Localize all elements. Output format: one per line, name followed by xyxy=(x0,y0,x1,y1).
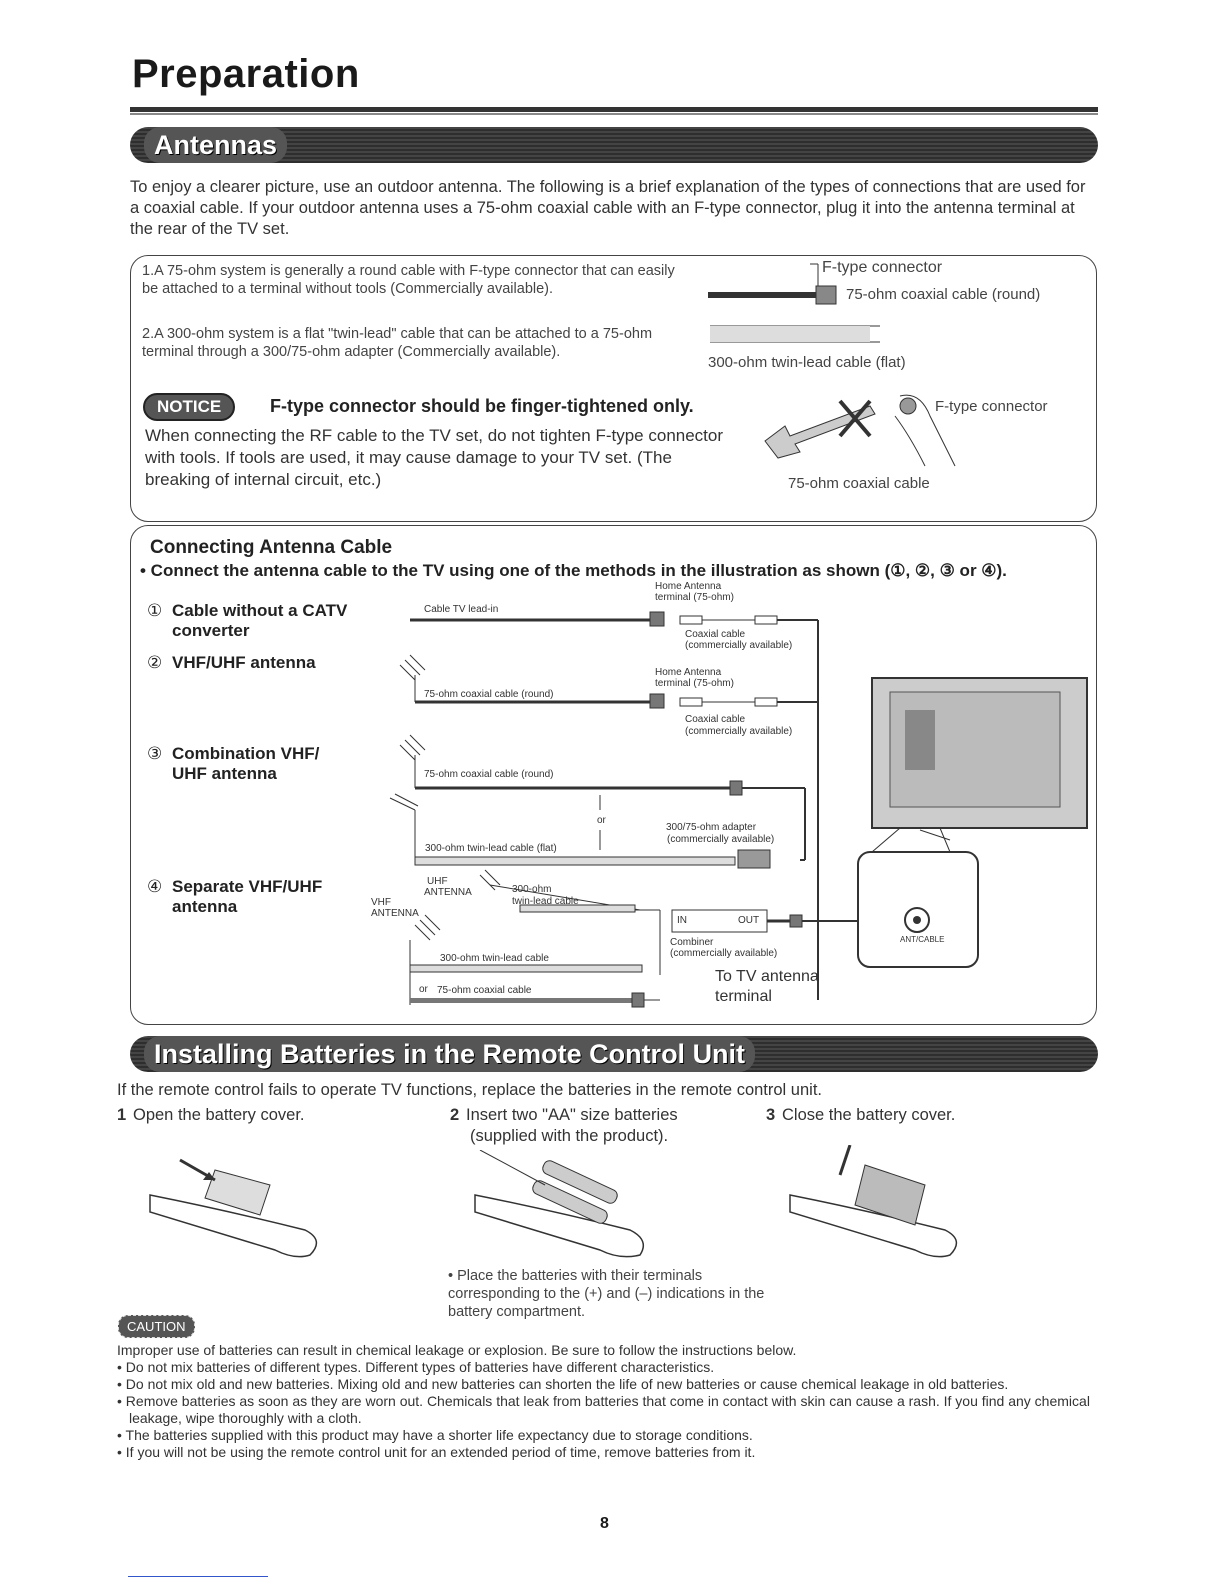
footer-link-line xyxy=(128,1576,268,1577)
label-or-2: or xyxy=(419,984,428,995)
place-batteries-note: • Place the batteries with their terminals corresponding to the (+) and (–) indications in the battery compartment. xyxy=(448,1268,765,1320)
wrench-coax-label: 75-ohm coaxial cable xyxy=(788,475,930,492)
method-4-title-2: antenna xyxy=(172,897,238,916)
label-ant-cable: ANT/CABLE xyxy=(900,935,945,944)
notice-text: When connecting the RF cable to the TV set, do not tighten F-type connector with tools. If tools are used, it may cause damage to your TV set. (The breaking of internal circuit, etc.) xyxy=(145,426,724,489)
batteries-intro: If the remote control fails to operate TV functions, replace the batteries in the remote control unit. xyxy=(117,1081,822,1099)
label-commercial-3: (commercially available) xyxy=(667,834,775,845)
title-rule-underline xyxy=(130,113,1098,115)
twin-lead-label: 300-ohm twin-lead cable (flat) xyxy=(708,354,906,371)
label-commercial-1: (commercially available) xyxy=(685,640,793,651)
connecting-heading: Connecting Antenna Cable xyxy=(150,537,393,558)
label-300ohm-twin-2: 300-ohm twin-lead cable xyxy=(440,953,549,964)
caution-bullets xyxy=(117,1359,1097,1461)
antennas-banner-label: Antennas xyxy=(144,127,287,163)
page-number: 8 xyxy=(600,1515,609,1532)
remote-insert-batteries-illustration xyxy=(470,1150,665,1260)
label-terminal-1: terminal (75-ohm) xyxy=(655,592,734,603)
title-rule xyxy=(130,107,1098,112)
label-terminal: terminal xyxy=(715,988,772,1005)
label-75ohm-round-2: 75-ohm coaxial cable (round) xyxy=(424,769,554,780)
antennas-banner xyxy=(130,127,1098,163)
ftype-connector-label: F-type connector xyxy=(822,259,943,276)
label-combiner: Combiner xyxy=(670,937,714,948)
method-4-number: ④ xyxy=(147,877,163,896)
label-75ohm-coax: 75-ohm coaxial cable xyxy=(437,985,532,996)
label-300ohm: 300-ohm xyxy=(512,884,552,895)
step-1-number: 1 xyxy=(117,1106,127,1124)
remote-open-cover-illustration xyxy=(145,1150,330,1260)
step-2-number: 2 xyxy=(450,1106,460,1124)
label-commercial-2: (commercially available) xyxy=(685,726,793,737)
step-2-text-2: (supplied with the product). xyxy=(470,1127,669,1145)
method-3-number: ③ xyxy=(147,744,163,763)
method-2-title: VHF/UHF antenna xyxy=(172,653,316,672)
notice-title: F-type connector should be finger-tightened only. xyxy=(270,396,694,416)
step-2-text: Insert two "AA" size batteries xyxy=(466,1106,678,1124)
label-uhf-antenna: ANTENNA xyxy=(424,887,472,898)
step-1-text: Open the battery cover. xyxy=(133,1106,305,1124)
label-or-1: or xyxy=(597,815,606,826)
antennas-intro: To enjoy a clearer picture, use an outdoor antenna. The following is a brief explanation of the types of connections that are used for a coaxial cable. If your outdoor antenna uses a 75-ohm coaxial cable with an F-type connector, plug it into the antenna terminal at the rear of the TV set. xyxy=(130,178,1086,238)
label-home-antenna-1: Home Antenna xyxy=(655,581,722,592)
connecting-instruction: • Connect the antenna cable to the TV using one of the methods in the illustration as shown (①, ②, ③ or ④). xyxy=(140,561,1007,580)
antenna-item-2: 2.A 300-ohm system is a flat "twin-lead" cable that can be attached to a 75-ohm terminal through a 300/75-ohm adapter (Commercially available). xyxy=(142,326,653,360)
caution-intro: Improper use of batteries can result in chemical leakage or explosion. Be sure to follow the instructions below. xyxy=(117,1342,797,1358)
caution-bullet: • Remove batteries as soon as they are worn out. Chemicals that leak from batteries that come in contact with skin can cause a rash. If you find any chemical leakage, wipe thoroughly with a cloth. xyxy=(117,1393,1090,1426)
method-3-title: Combination VHF/ xyxy=(172,744,320,763)
label-vhf: VHF xyxy=(371,897,391,908)
label-coaxial-cable-2: Coaxial cable xyxy=(685,714,746,725)
caution-bullet: • If you will not be using the remote control unit for an extended period of time, remove batteries from it. xyxy=(117,1444,756,1460)
label-to-tv-antenna: To TV antenna xyxy=(715,968,819,985)
label-twin-lead: twin-lead cable xyxy=(512,896,579,907)
method-1-title-2: converter xyxy=(172,621,250,640)
caution-bullet: • Do not mix old and new batteries. Mixing old and new batteries can shorten the life of new batteries or cause chemical leakage in old batteries. xyxy=(117,1376,1009,1392)
method-1-number: ① xyxy=(147,601,163,620)
label-75ohm-round-1: 75-ohm coaxial cable (round) xyxy=(424,689,554,700)
page-title: Preparation xyxy=(132,52,360,96)
batteries-banner xyxy=(130,1036,1098,1072)
method-1-title: Cable without a CATV xyxy=(172,601,348,620)
label-300ohm-flat: 300-ohm twin-lead cable (flat) xyxy=(425,843,557,854)
label-commercial-4: (commercially available) xyxy=(670,948,778,959)
wrench-illustration xyxy=(760,386,960,476)
method-2-number: ② xyxy=(147,653,163,672)
label-combiner-out: OUT xyxy=(738,915,760,926)
label-combiner-in: IN xyxy=(677,915,687,926)
step-3-text: Close the battery cover. xyxy=(782,1106,956,1124)
method-3-title-2: UHF antenna xyxy=(172,764,277,783)
caution-badge: CAUTION xyxy=(118,1315,195,1338)
notice-badge: NOTICE xyxy=(143,393,235,421)
label-home-antenna-2: Home Antenna xyxy=(655,667,722,678)
method-4-title: Separate VHF/UHF xyxy=(172,877,323,896)
label-terminal-2: terminal (75-ohm) xyxy=(655,678,734,689)
remote-close-cover-illustration xyxy=(785,1145,975,1260)
step-3-number: 3 xyxy=(766,1106,776,1124)
label-vhf-antenna: ANTENNA xyxy=(371,908,419,919)
caution-bullet: • The batteries supplied with this product may have a shorter life expectancy due to storage conditions. xyxy=(117,1427,753,1443)
caution-bullet: • Do not mix batteries of different types. Different types of batteries have different characteristics. xyxy=(117,1359,715,1375)
label-uhf: UHF xyxy=(427,876,448,887)
antenna-item-1: 1.A 75-ohm system is generally a round cable with F-type connector that can easily be attached to a terminal without tools (Commercially available). xyxy=(142,263,675,297)
label-coaxial-cable-1: Coaxial cable xyxy=(685,629,746,640)
batteries-banner-label: Installing Batteries in the Remote Control Unit xyxy=(144,1036,755,1072)
label-adapter: 300/75-ohm adapter xyxy=(666,822,757,833)
label-cable-tv-leadin: Cable TV lead-in xyxy=(424,604,499,615)
wrench-ftype-label: F-type connector xyxy=(935,398,1048,415)
coax-round-label: 75-ohm coaxial cable (round) xyxy=(846,286,1041,303)
